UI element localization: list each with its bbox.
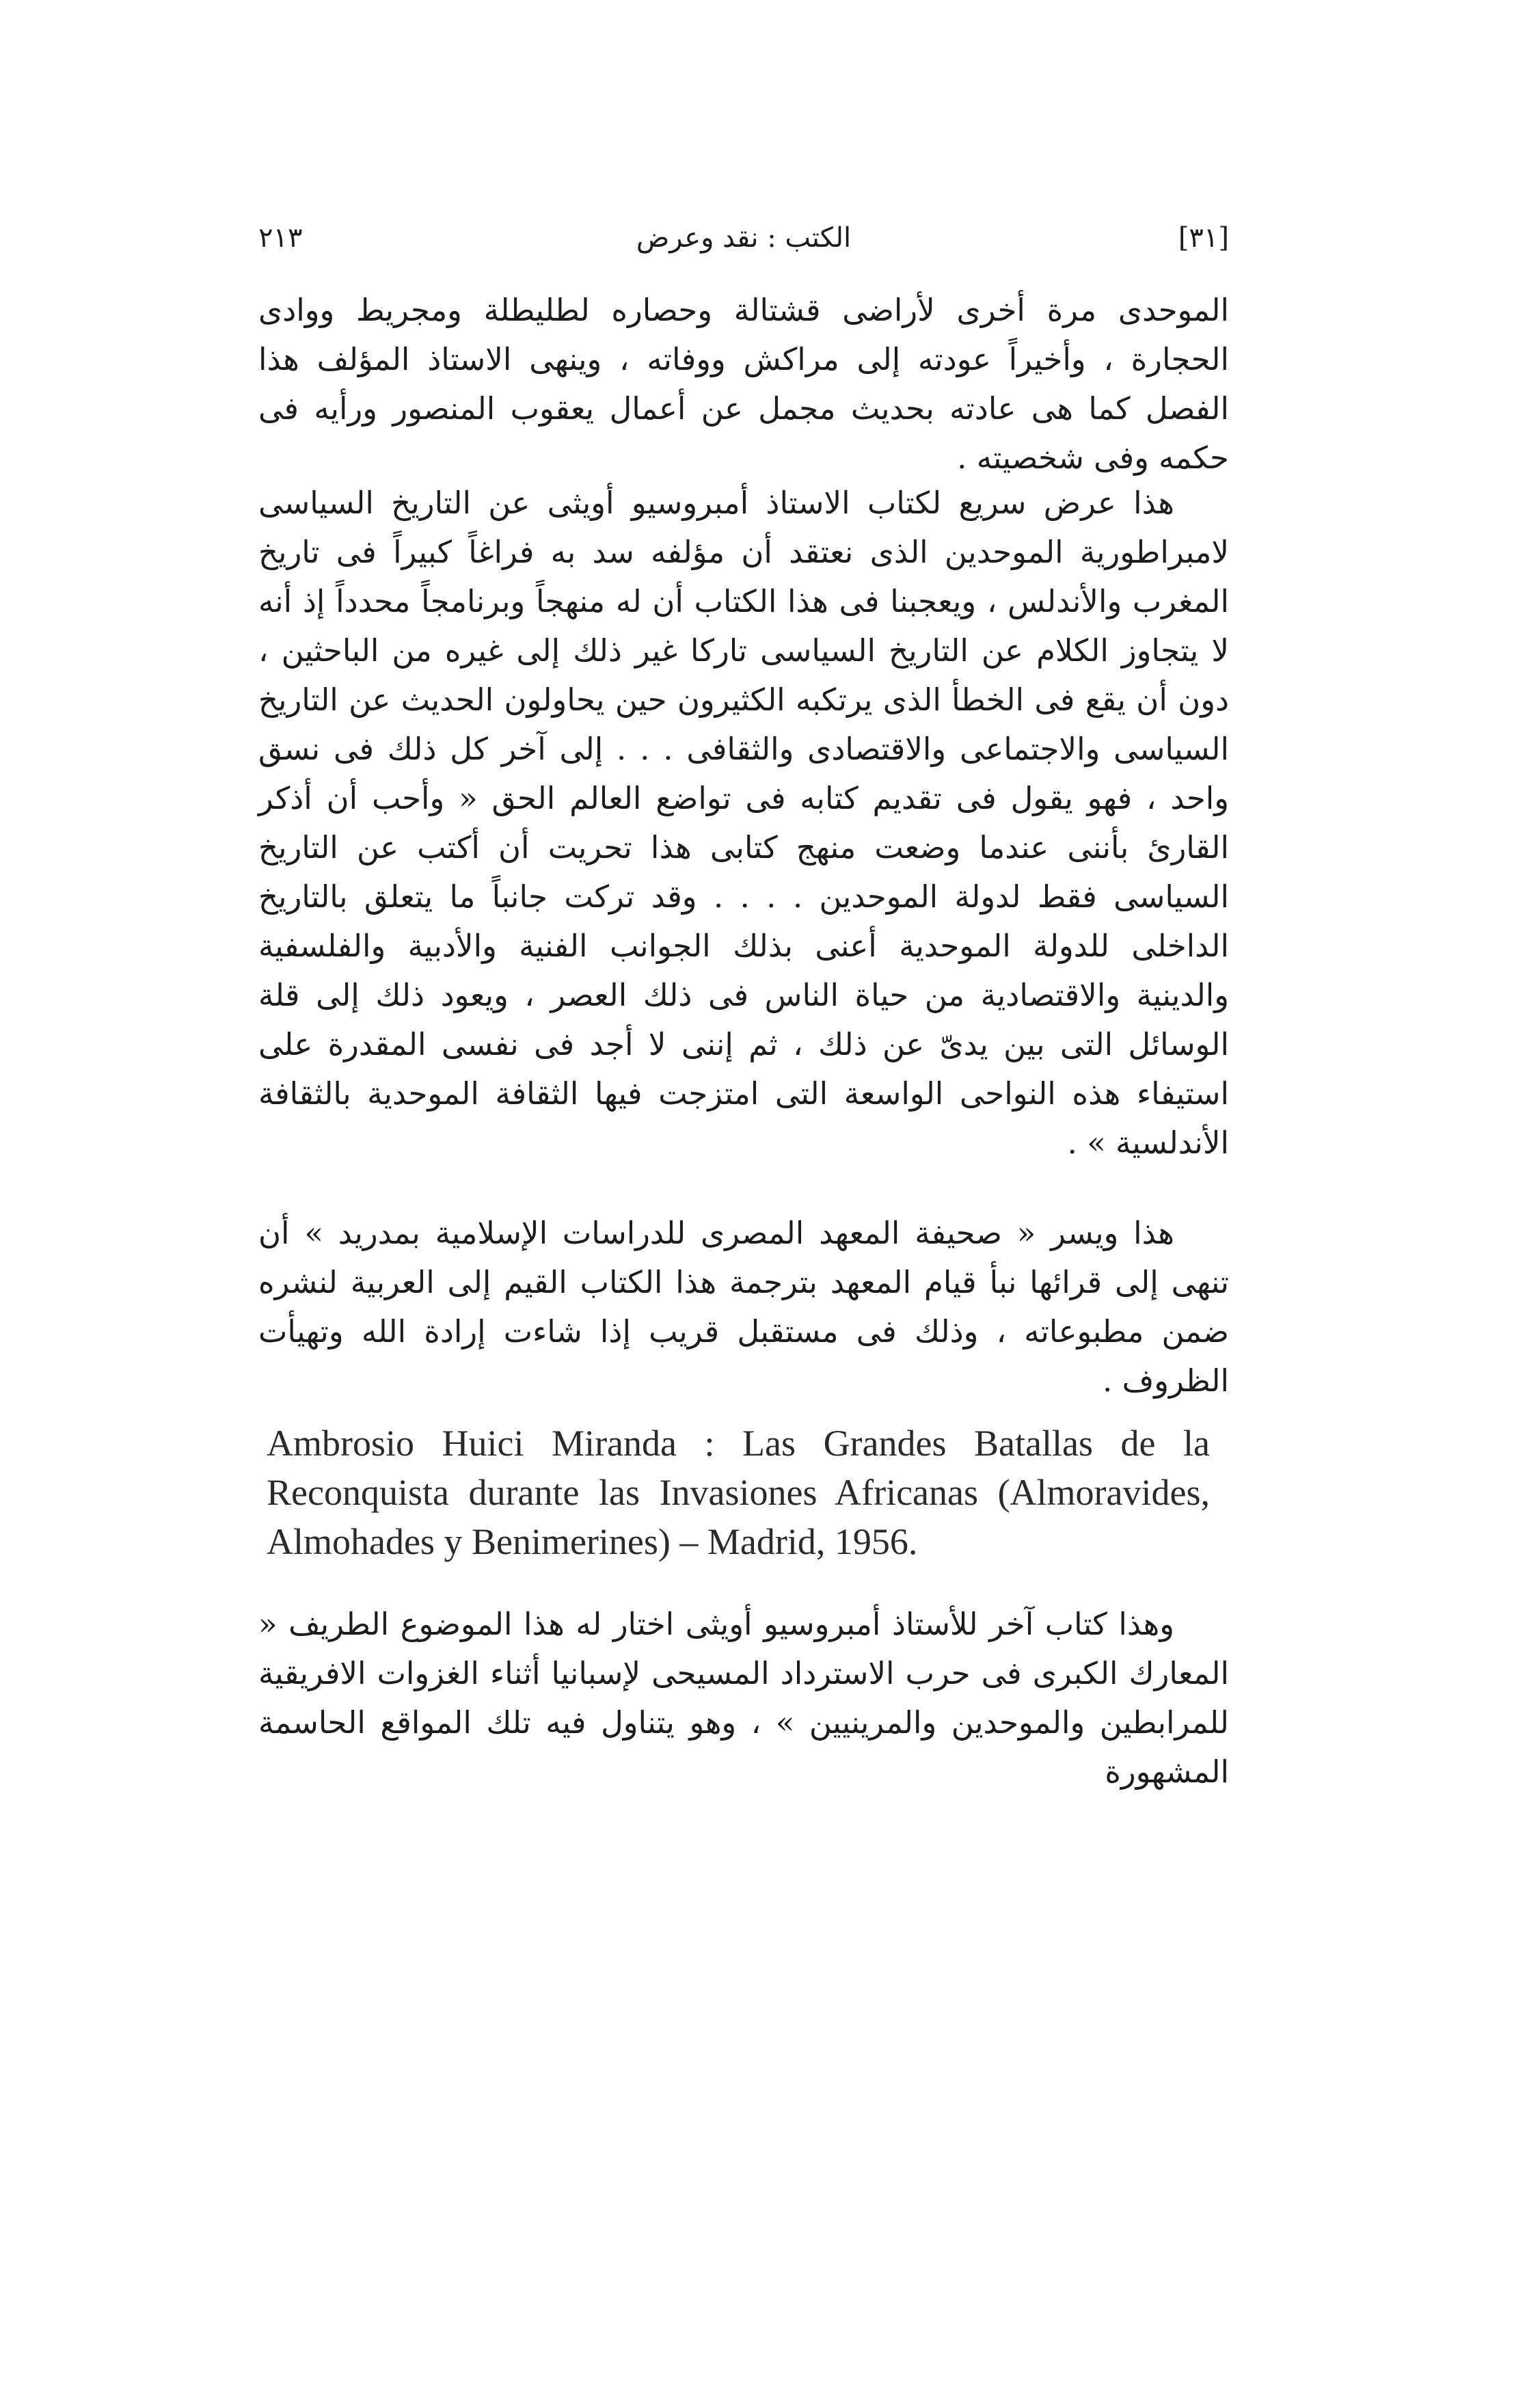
paragraph-4 xyxy=(258,1600,1229,1797)
running-title: الكتب : نقد وعرض xyxy=(636,222,852,254)
paragraph-1 xyxy=(258,286,1229,483)
page-header xyxy=(258,217,1229,258)
section-number: [٣١] xyxy=(1178,222,1229,254)
paragraph-text: وهذا كتاب آخر للأستاذ أمبروسيو أويثى اختار له هذا الموضوع الطريف « المعارك الكبرى فى حرب الاسترداد المسيحى لإسبانيا أثناء الغزوات الافريقية للمرابطين والموحدين والمرينيين » ، وهو يتناول فيه تلك المواقع الحاسمة المشهورة xyxy=(258,1606,1229,1790)
book-citation: Ambrosio Huici Miranda : Las Grandes Batallas de la Reconquista durante las Invasiones Africanas (Almoravides, Almohades y Benimerines) – Madrid, 1956. xyxy=(267,1423,1210,1562)
paragraph-text: هذا عرض سريع لكتاب الاستاذ أمبروسيو أويثى عن التاريخ السياسى لامبراطورية الموحدين الذى نعتقد أن مؤلفه سد به فراغاً كبيراً فى تاريخ المغرب والأندلس ، ويعجبنا فى هذا الكتاب أن له منهجاً وبرنامجاً محدداً إذ أنه لا يتجاوز الكلام عن التاريخ السياسى تاركا غير ذلك إلى غيره من الباحثين ، دون أن يقع فى الخطأ الذى يرتكبه الكثيرون حين يحاولون الحديث عن التاريخ السياسى والاجتماعى والاقتصادى والثقافى . . . إلى آخر كل ذلك فى نسق واحد ، فهو يقول فى تقديم كتابه فى تواضع العالم الحق « وأحب أن أذكر القارئ بأننى عندما وضعت منهج كتابى هذا تحريت أن أكتب عن التاريخ السياسى فقط لدولة الموحدين . . . . وقد تركت جانباً ما يتعلق بالتاريخ الداخلى للدولة الموحدية أعنى بذلك الجوانب الفنية والأدبية والفلسفية والدينية والاقتصادية من حياة الناس فى ذلك العصر ، ويعود ذلك إلى قلة الوسائل التى بين يدىّ عن ذلك ، ثم إننى لا أجد فى نفسى المقدرة على استيفاء هذه النواحى الواسعة التى امتزجت فيها الثقافة الموحدية بالثقافة الأندلسية » . xyxy=(258,485,1229,1161)
paragraph-2 xyxy=(258,479,1229,1168)
paragraph-3 xyxy=(258,1209,1229,1406)
page-number: ٢١٣ xyxy=(258,222,303,254)
paragraph-text: هذا ويسر « صحيفة المعهد المصرى للدراسات الإسلامية بمدريد » أن تنهى إلى قرائها نبأ قيام المعهد بترجمة هذا الكتاب القيم إلى العربية لنشره ضمن مطبوعاته ، وذلك فى مستقبل قريب إذا شاءت إرادة الله وتهيأت الظروف . xyxy=(258,1215,1229,1399)
paragraph-text: الموحدى مرة أخرى لأراضى قشتالة وحصاره لطليطلة ومجريط ووادى الحجارة ، وأخيراً عودته إلى مراكش ووفاته ، وينهى الاستاذ المؤلف هذا الفصل كما هى عادته بحديث مجمل عن أعمال يعقوب المنصور ورأيه فى حكمه وفى شخصيته . xyxy=(258,292,1229,476)
